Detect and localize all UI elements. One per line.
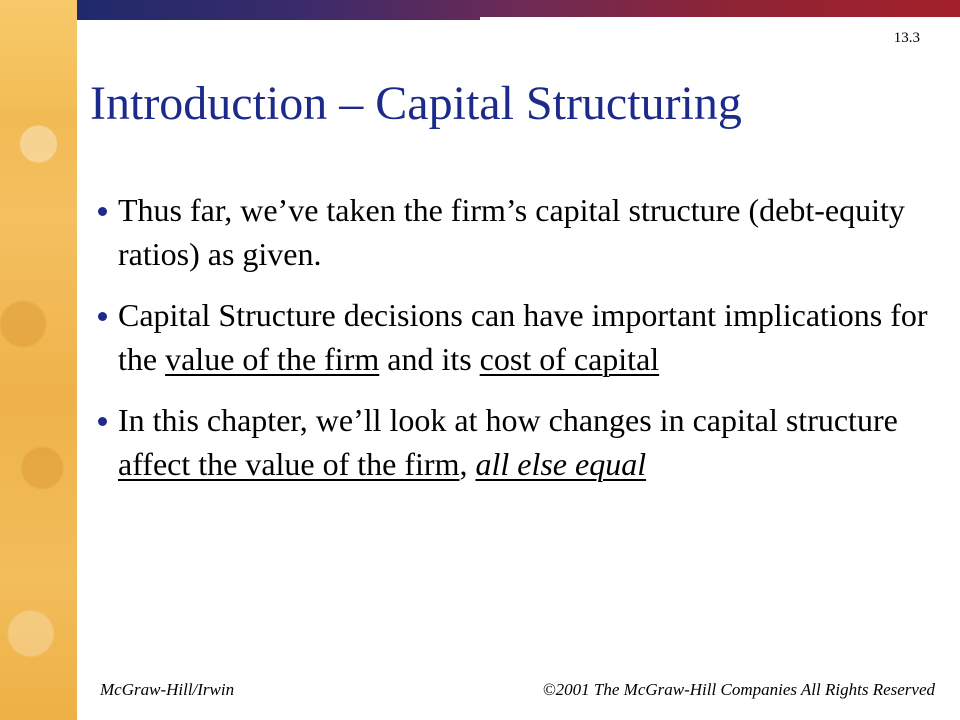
bullet-point-icon <box>98 312 107 321</box>
bullet-text: In this chapter, we’ll look at how changes in capital structure <box>118 402 898 438</box>
bullet-item <box>98 398 928 486</box>
underlined-phrase: affect the value of the firm <box>118 446 460 482</box>
bullet-point-icon <box>98 417 107 426</box>
top-bar-divider <box>480 17 960 20</box>
bullet-text: Thus far, we’ve taken the firm’s capital structure (debt-equity ratios) as given. <box>118 192 905 272</box>
footer-publisher: McGraw-Hill/Irwin <box>100 680 235 699</box>
decorative-side-strip <box>0 0 77 720</box>
footer-copyright: ©2001 The McGraw-Hill Companies All Rights Reserved <box>542 680 935 699</box>
bullet-text: Capital Structure decisions can have important implications for the <box>118 297 928 377</box>
decorative-strip-top <box>0 0 77 110</box>
bullet-text: , <box>459 446 476 482</box>
bullet-point-icon <box>98 207 107 216</box>
slide-number: 13.3 <box>893 30 920 46</box>
slide-title: Introduction – Capital Structuring <box>90 77 742 130</box>
underlined-italic-phrase: all else equal <box>475 446 647 482</box>
bullet-item <box>98 293 928 381</box>
bullet-list <box>98 188 928 503</box>
bullet-text: and its <box>379 341 480 377</box>
underlined-phrase: cost of capital <box>479 341 660 377</box>
underlined-phrase: value of the firm <box>165 341 380 377</box>
bullet-item <box>98 188 928 276</box>
